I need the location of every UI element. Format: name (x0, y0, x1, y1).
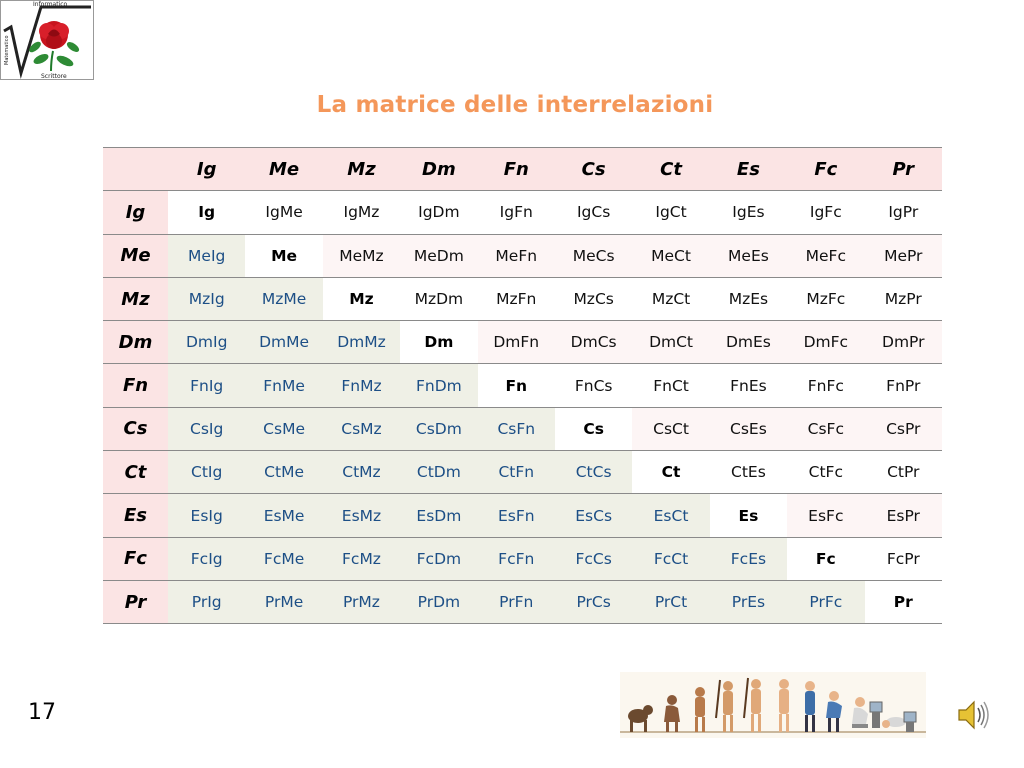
column-header: Ig (168, 148, 245, 191)
matrix-cell: DmMe (245, 321, 322, 364)
matrix-cell: MeMz (323, 234, 400, 277)
slide-title: La matrice delle interrelazioni (316, 92, 714, 118)
matrix-cell: DmFn (478, 321, 555, 364)
matrix-cell: PrCt (632, 580, 709, 623)
matrix-cell: FnPr (865, 364, 942, 407)
matrix-cell: PrEs (710, 580, 787, 623)
matrix-row (103, 234, 942, 277)
matrix-cell: MzDm (400, 277, 477, 320)
matrix-cell: MzIg (168, 277, 245, 320)
matrix-cell: DmIg (168, 321, 245, 364)
matrix-row (103, 580, 942, 623)
matrix-cell: PrCs (555, 580, 632, 623)
rose-logo-graphic (1, 1, 94, 80)
matrix-cell: MzFn (478, 277, 555, 320)
diagonal-cell: Me (245, 234, 322, 277)
matrix-cell: FcIg (168, 537, 245, 580)
column-header: Me (245, 148, 322, 191)
row-header: Me (103, 234, 168, 277)
matrix-cell: CtDm (400, 451, 477, 494)
matrix-cell: PrDm (400, 580, 477, 623)
diagonal-cell: Ct (632, 451, 709, 494)
row-header: Cs (103, 407, 168, 450)
matrix-cell: FnMe (245, 364, 322, 407)
matrix-cell: CsFn (478, 407, 555, 450)
diagonal-cell: Dm (400, 321, 477, 364)
matrix-row (103, 451, 942, 494)
matrix-cell: FnMz (323, 364, 400, 407)
matrix-cell: FcMe (245, 537, 322, 580)
matrix-row (103, 537, 942, 580)
matrix-cell: FnIg (168, 364, 245, 407)
matrix-cell: EsFc (787, 494, 864, 537)
row-header: Ig (103, 191, 168, 234)
matrix-cell: EsMe (245, 494, 322, 537)
matrix-cell: CsMz (323, 407, 400, 450)
row-header: Dm (103, 321, 168, 364)
matrix-cell: EsIg (168, 494, 245, 537)
matrix-row (103, 277, 942, 320)
matrix-cell: CtEs (710, 451, 787, 494)
matrix-cell: IgMe (245, 191, 322, 234)
matrix-cell: IgMz (323, 191, 400, 234)
matrix-cell: PrFc (787, 580, 864, 623)
row-header: Pr (103, 580, 168, 623)
matrix-row (103, 407, 942, 450)
speaker-icon[interactable] (955, 697, 991, 733)
matrix-cell: FcFn (478, 537, 555, 580)
matrix-cell: CtPr (865, 451, 942, 494)
logo-side-text: Matematico (4, 35, 10, 65)
column-header: Es (710, 148, 787, 191)
diagonal-cell: Mz (323, 277, 400, 320)
matrix-cell: MzMe (245, 277, 322, 320)
column-header: Fn (478, 148, 555, 191)
matrix-cell: DmCs (555, 321, 632, 364)
matrix-cell: EsCt (632, 494, 709, 537)
matrix-cell: MeFc (787, 234, 864, 277)
speaker-graphic (955, 697, 991, 733)
matrix-cell: MeIg (168, 234, 245, 277)
matrix-row (103, 321, 942, 364)
matrix-cell: CsEs (710, 407, 787, 450)
matrix-cell: MzFc (787, 277, 864, 320)
corner-cell (103, 148, 168, 191)
logo-bottom-text: Scrittore (41, 73, 67, 80)
matrix-cell: FcMz (323, 537, 400, 580)
matrix-cell: FnCs (555, 364, 632, 407)
matrix-cell: EsPr (865, 494, 942, 537)
column-header: Ct (632, 148, 709, 191)
matrix-cell: FcCt (632, 537, 709, 580)
matrix-cell: MzEs (710, 277, 787, 320)
matrix-cell: CtMe (245, 451, 322, 494)
matrix-cell: FcCs (555, 537, 632, 580)
diagonal-cell: Es (710, 494, 787, 537)
matrix-cell: DmMz (323, 321, 400, 364)
row-header: Fn (103, 364, 168, 407)
matrix-cell: PrMe (245, 580, 322, 623)
matrix-cell: FcPr (865, 537, 942, 580)
matrix-cell: CtIg (168, 451, 245, 494)
matrix-cell: MeCt (632, 234, 709, 277)
matrix-cell: FnEs (710, 364, 787, 407)
matrix-cell: PrFn (478, 580, 555, 623)
diagonal-cell: Fc (787, 537, 864, 580)
matrix-cell: CsCt (632, 407, 709, 450)
matrix-cell: EsCs (555, 494, 632, 537)
matrix-cell: CsMe (245, 407, 322, 450)
matrix-cell: MeCs (555, 234, 632, 277)
matrix-cell: FnFc (787, 364, 864, 407)
matrix-cell: IgFn (478, 191, 555, 234)
matrix-cell: DmFc (787, 321, 864, 364)
matrix-cell: IgPr (865, 191, 942, 234)
column-header: Dm (400, 148, 477, 191)
column-header: Cs (555, 148, 632, 191)
matrix-cell: FcEs (710, 537, 787, 580)
matrix-cell: CsFc (787, 407, 864, 450)
matrix-row (103, 364, 942, 407)
matrix-cell: IgFc (787, 191, 864, 234)
matrix-cell: MeEs (710, 234, 787, 277)
matrix-cell: DmPr (865, 321, 942, 364)
interrelation-matrix (103, 147, 942, 624)
diagonal-cell: Ig (168, 191, 245, 234)
row-header: Fc (103, 537, 168, 580)
matrix-row (103, 191, 942, 234)
diagonal-cell: Fn (478, 364, 555, 407)
page-number: 17 (28, 700, 56, 725)
diagonal-cell: Cs (555, 407, 632, 450)
matrix-cell: PrIg (168, 580, 245, 623)
matrix-cell: MzPr (865, 277, 942, 320)
diagonal-cell: Pr (865, 580, 942, 623)
matrix-cell: CtMz (323, 451, 400, 494)
matrix-cell: FnDm (400, 364, 477, 407)
row-header: Mz (103, 277, 168, 320)
matrix-cell: MzCt (632, 277, 709, 320)
matrix-cell: DmCt (632, 321, 709, 364)
column-header: Mz (323, 148, 400, 191)
row-header: Es (103, 494, 168, 537)
column-header: Pr (865, 148, 942, 191)
matrix-body (103, 191, 942, 624)
matrix-row (103, 494, 942, 537)
evolution-graphic (620, 672, 926, 738)
matrix-cell: DmEs (710, 321, 787, 364)
matrix-cell: MeDm (400, 234, 477, 277)
matrix-cell: CsDm (400, 407, 477, 450)
matrix-cell: FcDm (400, 537, 477, 580)
matrix-cell: IgDm (400, 191, 477, 234)
matrix-cell: CsIg (168, 407, 245, 450)
matrix-cell: EsDm (400, 494, 477, 537)
matrix-cell: MePr (865, 234, 942, 277)
matrix-cell: FnCt (632, 364, 709, 407)
matrix-cell: IgCt (632, 191, 709, 234)
logo-image (0, 0, 94, 80)
header-row (103, 148, 942, 191)
matrix-cell: MeFn (478, 234, 555, 277)
matrix-cell: IgEs (710, 191, 787, 234)
matrix-cell: EsFn (478, 494, 555, 537)
row-header: Ct (103, 451, 168, 494)
matrix-cell: IgCs (555, 191, 632, 234)
matrix-cell: CsPr (865, 407, 942, 450)
matrix-cell: PrMz (323, 580, 400, 623)
matrix-cell: EsMz (323, 494, 400, 537)
matrix-cell: CtCs (555, 451, 632, 494)
logo-top-text: Informatico (33, 1, 68, 8)
matrix-cell: CtFc (787, 451, 864, 494)
matrix-cell: MzCs (555, 277, 632, 320)
matrix-cell: CtFn (478, 451, 555, 494)
evolution-image (620, 672, 926, 738)
column-header: Fc (787, 148, 864, 191)
